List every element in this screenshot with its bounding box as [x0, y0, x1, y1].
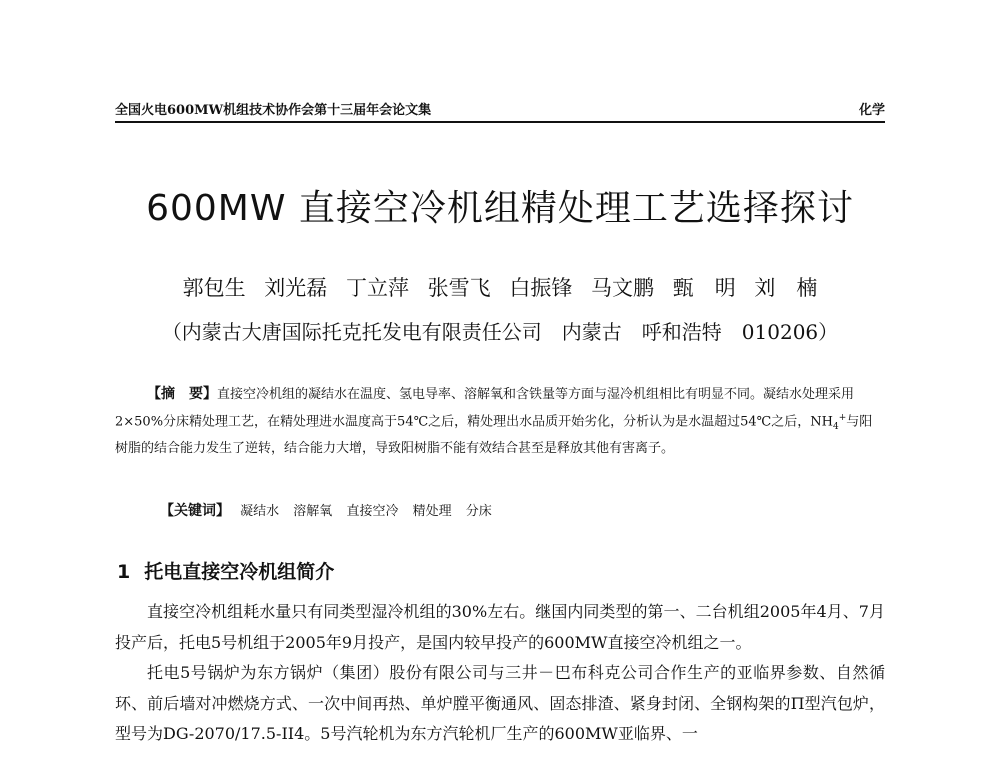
running-header	[115, 97, 885, 123]
section-number: 1	[117, 561, 131, 583]
abstract-label: 【摘 要】	[147, 386, 217, 402]
section-title: 托电直接空冷机组简介	[144, 561, 335, 583]
author-list	[0, 272, 1000, 302]
keyword: 凝结水	[240, 504, 280, 519]
keyword: 分床	[465, 504, 492, 519]
affiliation: （内蒙古大唐国际托克托发电有限责任公司 内蒙古 呼和浩特 010206）	[161, 320, 839, 344]
header-section-label: 化学	[858, 103, 885, 118]
body-paragraph	[115, 658, 885, 750]
author-name: 马文鹏	[591, 276, 655, 300]
abstract	[115, 383, 885, 460]
paragraph-text: 托电5号锅炉为东方锅炉（集团）股份有限公司与三井－巴布科克公司合作生产的亚临界参数、自然循环、前后墙对冲燃烧方式、一次中间再热、单炉膛平衡通风、固态排渣、紧身封闭、全钢构架的Π型汽包炉，型号为DG-2070/17.5-II4。5号汽轮机为东方汽轮机厂生产的600MW亚临界、一	[115, 663, 885, 743]
author-name: 白振锋	[509, 276, 573, 300]
abstract-superscript: +	[838, 412, 847, 423]
body-paragraph	[115, 597, 885, 658]
keyword: 直接空冷	[346, 504, 399, 519]
author-name: 丁立萍	[345, 276, 409, 300]
author-name: 甄 明	[672, 276, 736, 300]
author-name: 张雪飞	[427, 276, 491, 300]
abstract-subscript: 4	[832, 421, 839, 432]
paper-title: 600MW 直接空冷机组精处理工艺选择探讨	[146, 188, 854, 229]
paragraph-text: 直接空冷机组耗水量只有同类型湿冷机组的30%左右。继国内同类型的第一、二台机组2005年4月、7月投产后，托电5号机组于2005年9月投产，是国内较早投产的600MW直接空冷机组之一。	[115, 602, 885, 652]
author-name: 郭包生	[182, 276, 246, 300]
author-name: 刘 楠	[754, 276, 818, 300]
abstract-text-continued: 与阳树脂的结合能力发生了逆转，结合能力大增，导致阳树脂不能有效结合甚至是释放其他有害离子。	[115, 413, 873, 456]
header-journal-title: 全国火电600MW机组技术协作会第十三届年会论文集	[115, 103, 432, 118]
abstract-text: 直接空冷机组的凝结水在温度、氢电导率、溶解氧和含铁量等方面与湿冷机组相比有明显不同。凝结水处理采用2×50%分床精处理工艺，在精处理进水温度高于54℃之后，精处理出水品质开始劣化，分析认为是水温超过54℃之后，NH	[115, 387, 855, 429]
author-name: 刘光磊	[264, 276, 328, 300]
keyword: 精处理	[412, 504, 452, 519]
section-heading	[117, 557, 334, 584]
keywords-label: 【关键词】	[160, 503, 230, 519]
keyword: 溶解氧	[293, 504, 333, 519]
keywords	[160, 500, 502, 520]
